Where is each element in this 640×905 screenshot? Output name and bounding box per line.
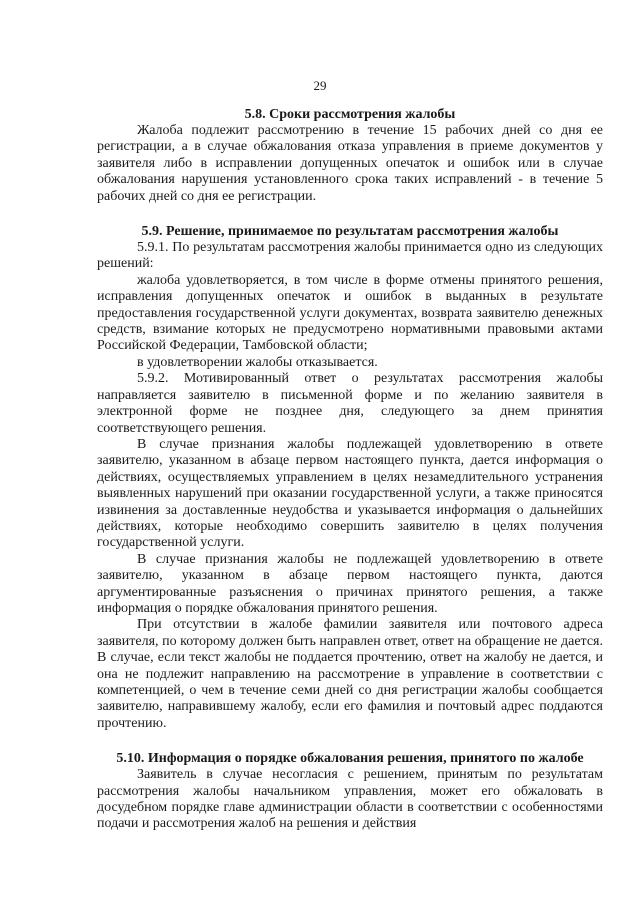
document-body — [97, 106, 603, 833]
section-5-9-heading: 5.9. Решение, принимаемое по результатам рассмотрения жалобы — [141, 224, 559, 240]
section-5-9-paragraph-1: 5.9.1. По результатам рассмотрения жалобы принимается одно из следующих решений: — [97, 240, 603, 272]
section-5-9-paragraph-2: жалоба удовлетворяется, в том числе в форме отмены принятого решения, исправления допущенных опечаток и ошибок в выданных в результате предоставления государственной услуги документах, возврата заявителю денежных средств, взимание которых не предусмотрено нормативными правовыми актами Российской Федерации, Тамбовской области; — [97, 272, 603, 354]
section-5-9-paragraph-3: в удовлетворении жалобы отказывается. — [137, 354, 378, 370]
section-5-8-heading: 5.8. Сроки рассмотрения жалобы — [244, 107, 456, 122]
section-5-8-paragraph-1: Жалоба подлежит рассмотрению в течение 15 рабочих дней со дня ее регистрации, а в случае обжалования отказа управления в приеме документов у заявителя либо в исправлении допущенных опечаток и ошибок или в случае обжалования нарушения установленного срока таких исправлений - в течение 5 рабочих дней со дня ее регистрации. — [97, 123, 603, 204]
section-5-9-paragraph-6: В случае признания жалобы не подлежащей удовлетворению в ответе заявителю, указанном в абзаце первом настоящего пункта, даются аргументированные разъяснения о причинах принятого решения, а также информация о порядке обжалования принятого решения. — [97, 551, 603, 616]
section-gap — [97, 732, 603, 750]
section-5-9-paragraph-4: 5.9.2. Мотивированный ответ о результатах рассмотрения жалобы направляется заявителю в письменной форме и по желанию заявителя в электронной форме не позднее дня, следующего за днем принятия соответствующего решения. — [97, 371, 603, 436]
section-5-10-heading: 5.10. Информация о порядке обжалования решения, принятого по жалобе — [116, 751, 584, 767]
section-gap — [97, 205, 603, 223]
page-number: 29 — [313, 78, 327, 93]
section-5-9-paragraph-5: В случае признания жалобы подлежащей удовлетворению в ответе заявителю, указанном в абзаце первом настоящего пункта, дается информация о действиях, осуществляемых управлением в целях незамедлительного устранения выявленных нарушений при оказании государственной услуги, а также приносятся извинения за доставленные неудобства и указывается информация о дальнейших действиях, которые необходимо совершить заявителю в целях получения государственной услуги. — [97, 436, 603, 551]
section-5-9-paragraph-7: При отсутствии в жалобе фамилии заявителя или почтового адреса заявителя, по которому должен быть направлен ответ, ответ на обращение не дается. В случае, если текст жалобы не поддается прочтению, ответ на жалобу не дается, и она не подлежит направлению на рассмотрение в управление в соответствии с компетенцией, о чем в течение семи дней со дня регистрации жалобы сообщается заявителю, направившему жалобу, если его фамилия и почтовый адрес поддаются прочтению. — [97, 617, 603, 731]
section-5-10-paragraph-1: Заявитель в случае несогласия с решением, принятым по результатам рассмотрения жалобы начальником управления, может его обжаловать в досудебном порядке главе администрации области в соответствии с особенностями подачи и рассмотрения жалоб на решения и действия — [97, 767, 603, 832]
